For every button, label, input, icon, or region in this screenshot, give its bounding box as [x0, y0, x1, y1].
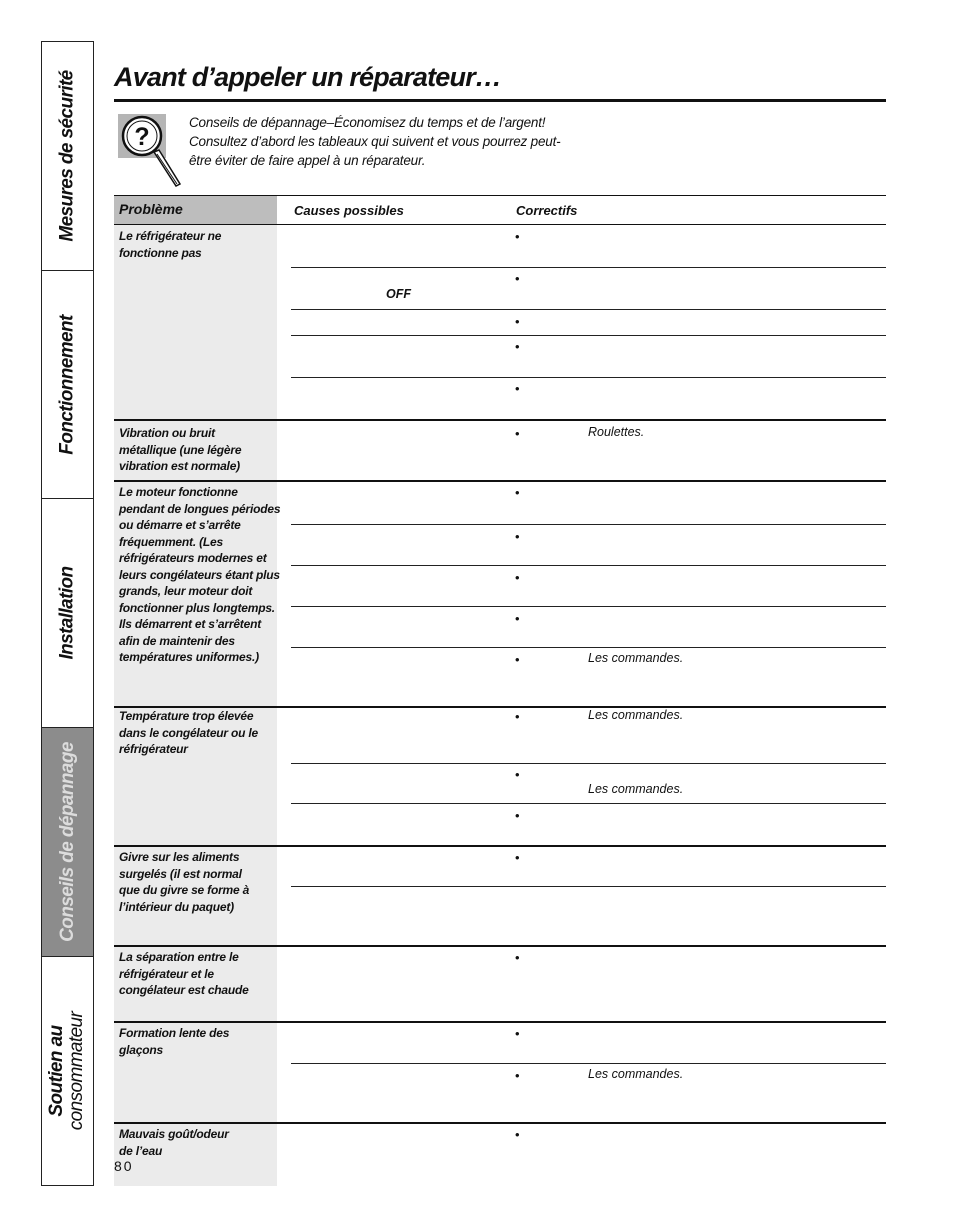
- svg-text:?: ?: [134, 123, 150, 151]
- row-separator: [114, 1122, 886, 1124]
- fix-bullet: •: [515, 381, 520, 396]
- intro-text: [189, 113, 609, 170]
- fix-bullet: •: [515, 529, 520, 544]
- fix-bullet: •: [515, 339, 520, 354]
- fix-bullet: •: [515, 271, 520, 286]
- tab-label: [48, 1012, 88, 1130]
- tab-label-line1: Soutien au: [46, 1025, 68, 1117]
- fix-roulettes-text: Roulettes.: [588, 425, 645, 439]
- intro-line: être éviter de faire appel à un réparateur.: [189, 153, 426, 168]
- question-magnifier-icon: [116, 114, 184, 190]
- tab-label: Installation: [56, 566, 78, 660]
- tab-label-line2: consommateur: [66, 1011, 88, 1131]
- section-tabs: [41, 41, 94, 1186]
- intro-line: Conseils de dépannage–Économisez du temps et de l’argent!: [189, 115, 546, 130]
- column-header-causes: Causes possibles: [294, 203, 404, 218]
- problem-text: Le moteur fonctionne pendant de longues périodes ou démarre et s’arrête fréquemment. (Les réfrigérateurs modernes et leurs congélateurs étant plus grands, leur moteur doit fonctionner plus longtemps. Ils démarrent et s’arrêtent afin de maintenir des températures uniformes.): [119, 485, 281, 664]
- cause-off-text: OFF: [386, 287, 411, 301]
- tab-fonctionnement[interactable]: [42, 271, 93, 499]
- cause-separator: [291, 565, 886, 566]
- fix-bullet: •: [515, 1127, 520, 1142]
- row-separator: [114, 845, 886, 847]
- fix-commandes-text: Les commandes.: [588, 1067, 684, 1081]
- problem-text: Le réfrigérateur ne fonctionne pas: [119, 229, 222, 260]
- page-number: 80: [114, 1158, 134, 1174]
- cause-separator: [291, 803, 886, 804]
- fix-bullet: •: [515, 611, 520, 626]
- tab-label: Mesures de sécurité: [56, 70, 78, 242]
- row-separator: [114, 480, 886, 482]
- cause-separator: [291, 309, 886, 310]
- fix-bullet: •: [515, 950, 520, 965]
- tab-installation[interactable]: [42, 499, 93, 728]
- fix-bullet: •: [515, 808, 520, 823]
- cause-separator: [291, 886, 886, 887]
- tab-mesures-de-securite[interactable]: [42, 42, 93, 271]
- column-header-problem: Problème: [114, 196, 277, 224]
- fix-bullet: •: [515, 709, 520, 724]
- fix-bullet: •: [515, 229, 520, 244]
- fix-commandes-text: Les commandes.: [588, 651, 684, 665]
- table-header: [114, 195, 886, 225]
- fix-bullet: •: [515, 314, 520, 329]
- row-separator: [114, 1021, 886, 1023]
- column-header-fixes: Correctifs: [516, 203, 578, 218]
- page-title: Avant d’appeler un réparateur…: [114, 62, 502, 92]
- problem-text: La séparation entre le réfrigérateur et le congélateur est chaude: [119, 950, 249, 997]
- cause-separator: [291, 267, 886, 268]
- fix-bullet: •: [515, 1026, 520, 1041]
- title-rule: [114, 99, 886, 102]
- tab-soutien-au-consommateur[interactable]: [42, 957, 93, 1185]
- problem-text: Formation lente des glaçons: [119, 1026, 230, 1057]
- fix-bullet: •: [515, 652, 520, 667]
- intro-line: Consultez d’abord les tableaux qui suivent et vous pourrez peut-: [189, 134, 561, 149]
- fix-bullet: •: [515, 1068, 520, 1083]
- row-separator: [114, 945, 886, 947]
- cause-separator: [291, 763, 886, 764]
- row-separator: [114, 419, 886, 421]
- fix-commandes-text: Les commandes.: [588, 782, 684, 796]
- fix-bullet: •: [515, 767, 520, 782]
- cause-separator: [291, 606, 886, 607]
- fix-bullet: •: [515, 485, 520, 500]
- problem-text: Température trop élevée dans le congélateur ou le réfrigérateur: [119, 709, 259, 756]
- tab-label: Conseils de dépannage: [56, 742, 78, 942]
- cause-separator: [291, 377, 886, 378]
- cause-separator: [291, 335, 886, 336]
- cause-separator: [291, 524, 886, 525]
- cause-separator: [291, 647, 886, 648]
- fix-bullet: •: [515, 570, 520, 585]
- cause-separator: [291, 1063, 886, 1064]
- tab-label: Fonctionnement: [56, 314, 78, 455]
- tab-conseils-de-depannage[interactable]: [42, 728, 93, 957]
- problem-text: Givre sur les aliments surgelés (il est normal que du givre se forme à l’intérieur du paquet): [119, 850, 250, 914]
- fix-bullet: •: [515, 850, 520, 865]
- problem-text: Vibration ou bruit métallique (une légère vibration est normale): [119, 426, 242, 473]
- problem-text: Mauvais goût/odeur de l’eau: [119, 1127, 229, 1158]
- fix-commandes-text: Les commandes.: [588, 708, 684, 722]
- fix-bullet: •: [515, 426, 520, 441]
- row-separator: [114, 706, 886, 708]
